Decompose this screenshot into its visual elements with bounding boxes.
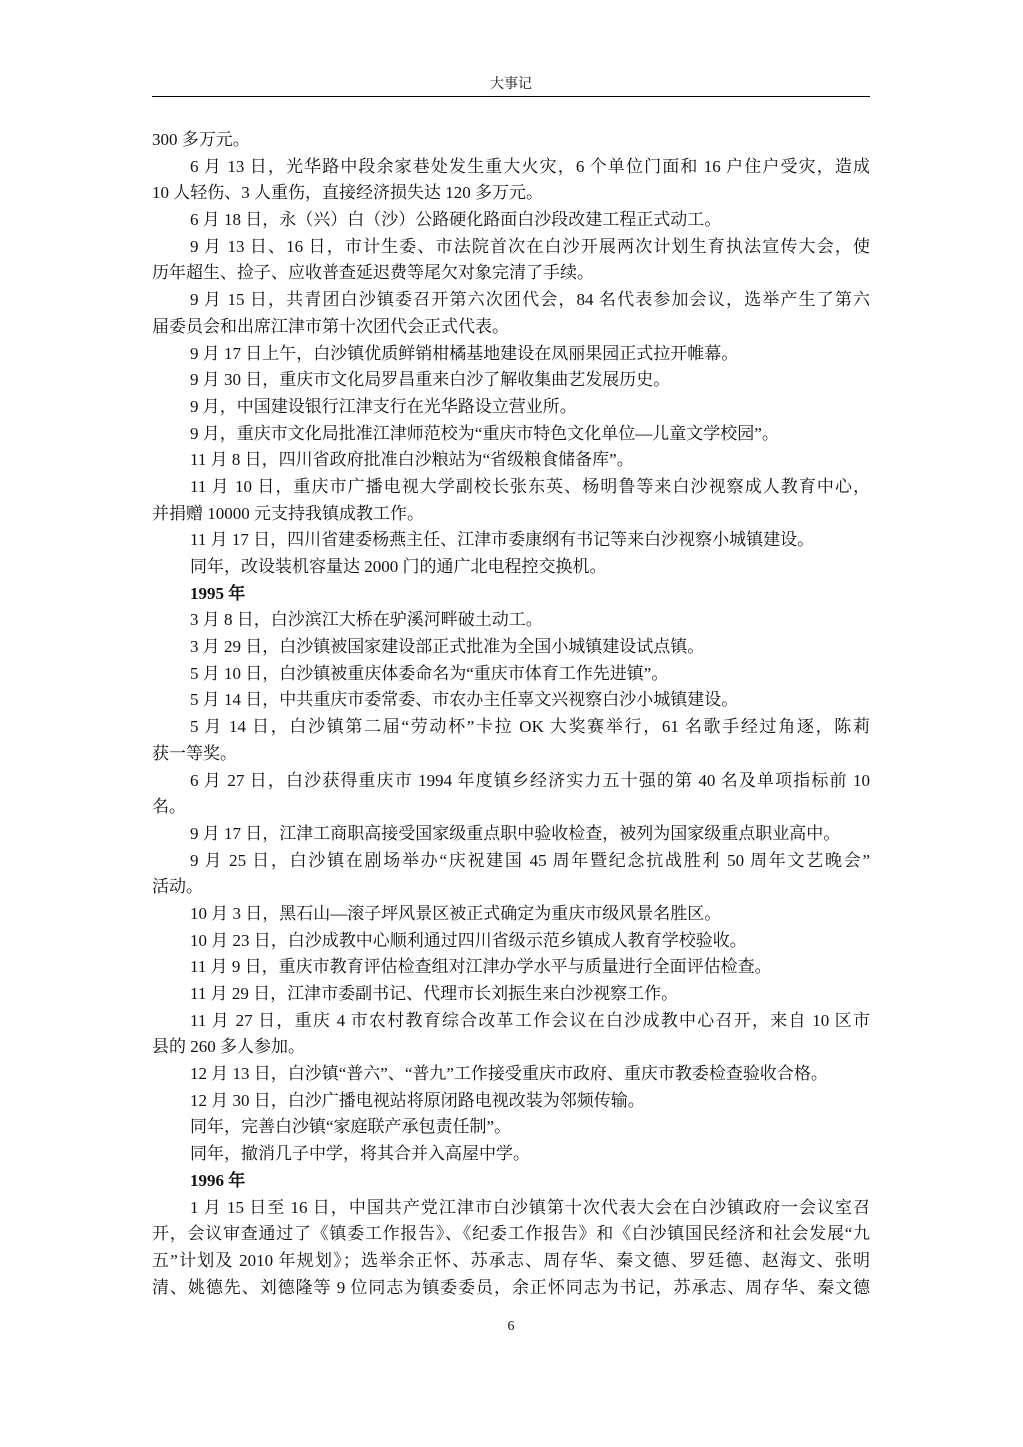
chronicle-entry xyxy=(152,1195,870,1302)
chronicle-entry xyxy=(152,901,870,928)
chronicle-entry xyxy=(152,1061,870,1088)
text-line: 并捐赠 10000 元支持我镇成教工作。 xyxy=(152,503,424,523)
text-line: 9 月 30 日，重庆市文化局罗昌重来白沙了解收集曲艺发展历史。 xyxy=(190,370,671,390)
text-line: 6 月 13 日，光华路中段余家巷处发生重大火灾，6 个单位门面和 16 户住户受灾，造成 xyxy=(190,156,870,176)
text-line: 11 月 17 日，四川省建委杨燕主任、江津市委康纲有书记等来白沙视察小城镇建设。 xyxy=(190,530,815,550)
text-line: 开，会议审查通过了《镇委工作报告》、《纪委工作报告》和《白沙镇国民经济和社会发展“九 xyxy=(152,1224,870,1244)
text-line: 9 月，重庆市文化局批准江津师范校为“重庆市特色文化单位—儿童文学校园”。 xyxy=(190,423,779,443)
chronicle-entry xyxy=(152,714,870,767)
year-section xyxy=(152,1168,870,1301)
text-line: 9 月 13 日、16 日，市计生委、市法院首次在白沙开展两次计划生育执法宣传大会，使 xyxy=(190,236,870,256)
chronicle-entry xyxy=(152,447,870,474)
text-line: 11 月 29 日，江津市委副书记、代理市长刘振生来白沙视察工作。 xyxy=(190,984,679,1003)
text-line: 9 月 15 日，共青团白沙镇委召开第六次团代会，84 名代表参加会议，选举产生了第六 xyxy=(190,290,870,310)
text-line: 名。 xyxy=(152,797,186,817)
text-line: 获一等奖。 xyxy=(152,743,237,763)
text-line: 6 月 18 日，永（兴）白（沙）公路硬化路面白沙段改建工程正式动工。 xyxy=(190,210,722,230)
text-line: 5 月 14 日，白沙镇第二届“劳动杯”卡拉 OK 大奖赛举行，61 名歌手经过角逐，陈莉 xyxy=(190,717,870,737)
text-line: 县的 260 多人参加。 xyxy=(152,1037,305,1057)
chronicle-entry xyxy=(152,928,870,955)
chronicle-entry xyxy=(152,848,870,901)
text-line: 9 月 25 日，白沙镇在剧场举办“庆祝建国 45 周年暨纪念抗战胜利 50 周年文艺晚会” xyxy=(190,850,870,870)
chronicle-entry xyxy=(152,527,870,554)
header-rule xyxy=(152,96,870,97)
text-line: 12 月 13 日，白沙镇“普六”、“普九”工作接受重庆市政府、重庆市教委检查验收合格。 xyxy=(190,1064,828,1084)
chronicle-entry xyxy=(152,607,870,634)
chronicle-entry xyxy=(152,421,870,448)
text-line: 同年，撤消几子中学，将其合并入高屋中学。 xyxy=(190,1144,530,1164)
text-line: 3 月 8 日，白沙滨江大桥在驴溪河畔破土动工。 xyxy=(190,610,543,630)
text-line: 9 月，中国建设银行江津支行在光华路设立营业所。 xyxy=(190,396,577,416)
page-number: 6 xyxy=(507,1319,515,1334)
text-line: 届委员会和出席江津市第十次团代会正式代表。 xyxy=(152,316,509,336)
text-line: 11 月 27 日，重庆 4 市农村教育综合改革工作会议在白沙成教中心召开，来自 10 区市 xyxy=(190,1010,870,1030)
chronicle-entry xyxy=(152,554,870,581)
chronicle-entry xyxy=(152,234,870,287)
text-line: 9 月 17 日上午，白沙镇优质鲜销柑橘基地建设在凤丽果园正式拉开帷幕。 xyxy=(190,343,739,363)
chronicle-entry xyxy=(152,768,870,821)
year-section xyxy=(152,581,870,1168)
chronicle-entry xyxy=(152,981,870,1008)
text-line: 10 月 3 日，黑石山—滚子坪风景区被正式确定为重庆市级风景名胜区。 xyxy=(190,903,722,923)
chronicle-entry xyxy=(152,1008,870,1061)
text-line: 3 月 29 日，白沙镇被国家建设部正式批准为全国小城镇建设试点镇。 xyxy=(190,637,705,657)
text-line: 五”计划及 2010 年规划》；选举余正怀、苏承志、周存华、秦文德、罗廷德、赵海文、张明 xyxy=(152,1250,870,1270)
chronicle-entry xyxy=(152,474,870,527)
text-line: 12 月 30 日，白沙广播电视站将原闭路电视改装为邻频传输。 xyxy=(190,1090,645,1110)
chronicle-entry xyxy=(152,634,870,661)
year-heading: 1995 年 xyxy=(190,583,246,603)
text-line: 11 月 10 日，重庆市广播电视大学副校长张东英、杨明鲁等来白沙视察成人教育中心， xyxy=(190,476,870,496)
chronicle-entry xyxy=(152,821,870,848)
chronicle-body xyxy=(152,127,870,1301)
chronicle-entry xyxy=(152,207,870,234)
chronicle-entry xyxy=(152,687,870,714)
text-line: 9 月 17 日，江津工商职高接受国家级重点职中验收检查，被列为国家级重点职业高中。 xyxy=(190,823,841,843)
text-line: 活动。 xyxy=(152,877,203,897)
text-line: 同年，完善白沙镇“家庭联产承包责任制”。 xyxy=(190,1117,512,1137)
text-line: 5 月 14 日，中共重庆市委常委、市农办主任辜文兴视察白沙小城镇建设。 xyxy=(190,690,739,710)
text-line: 历年超生、捡子、应收普查延迟费等尾欠对象完清了手续。 xyxy=(152,263,594,283)
text-line: 同年，改设装机容量达 2000 门的通广北电程控交换机。 xyxy=(190,557,607,576)
chronicle-entry xyxy=(152,1141,870,1168)
chronicle-entry xyxy=(152,1114,870,1141)
text-line: 5 月 10 日，白沙镇被重庆体委命名为“重庆市体育工作先进镇”。 xyxy=(190,663,669,683)
text-line: 6 月 27 日，白沙获得重庆市 1994 年度镇乡经济实力五十强的第 40 名及单项指标前 10 xyxy=(190,770,870,790)
chronicle-entry xyxy=(152,127,870,154)
text-line: 11 月 8 日，四川省政府批准白沙粮站为“省级粮食储备库”。 xyxy=(190,450,634,470)
chronicle-entry xyxy=(152,154,870,207)
text-line: 11 月 9 日，重庆市教育评估检查组对江津办学水平与质量进行全面评估检查。 xyxy=(190,957,772,977)
chronicle-entry xyxy=(152,661,870,688)
chronicle-entry xyxy=(152,394,870,421)
text-line: 清、姚德先、刘德隆等 9 位同志为镇委委员，余正怀同志为书记，苏承志、周存华、秦文德 xyxy=(152,1277,870,1297)
chronicle-entry xyxy=(152,367,870,394)
running-header: 大事记 xyxy=(490,77,532,92)
text-line: 10 月 23 日，白沙成教中心顺利通过四川省级示范乡镇成人教育学校验收。 xyxy=(190,930,747,950)
year-heading: 1996 年 xyxy=(190,1170,246,1190)
text-line: 10 人轻伤、3 人重伤，直接经济损失达 120 多万元。 xyxy=(152,183,543,203)
text-line: 1 月 15 日至 16 日，中国共产党江津市白沙镇第十次代表大会在白沙镇政府一会议室召 xyxy=(190,1197,870,1217)
chronicle-entry xyxy=(152,341,870,368)
text-line: 300 多万元。 xyxy=(152,130,250,149)
year-section xyxy=(152,127,870,581)
chronicle-entry xyxy=(152,954,870,981)
chronicle-entry xyxy=(152,1088,870,1115)
chronicle-entry xyxy=(152,287,870,340)
